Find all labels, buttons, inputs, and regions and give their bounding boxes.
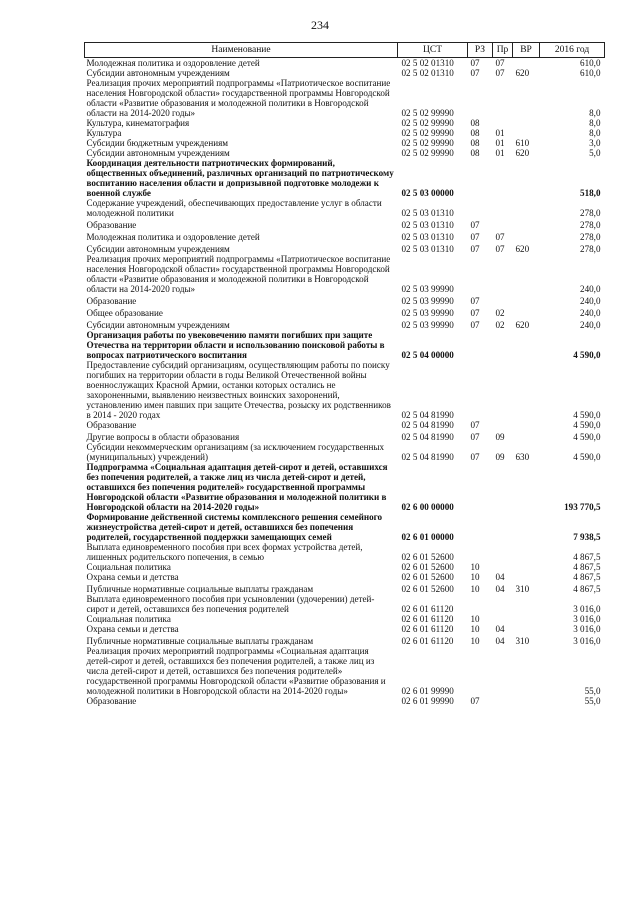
cell-vr — [513, 198, 540, 218]
table-row — [85, 128, 605, 138]
cell-pr: 04 — [495, 584, 505, 594]
cell-cst: 02 6 01 61120 — [401, 636, 454, 646]
cell-vr — [513, 294, 540, 306]
cell-vr: 310 — [515, 584, 530, 594]
header-cst: ЦСТ — [398, 43, 468, 58]
cell-rz: 07 — [470, 296, 480, 306]
table-row — [85, 306, 605, 318]
cell-cst: 02 6 01 61120 — [401, 624, 454, 634]
cell-pr — [493, 696, 513, 706]
table-row — [85, 430, 605, 442]
table-row — [85, 330, 605, 360]
cell-name: Субсидии автономным учреждениям — [86, 244, 230, 254]
cell-rz: 07 — [470, 420, 480, 430]
cell-name: Субсидии некоммерческим организациям (за исключением государственных (муниципальных) учреждений) — [86, 442, 385, 462]
cell-amount: 240,0 — [580, 296, 601, 306]
table-row — [85, 198, 605, 218]
cell-amount: 3 016,0 — [573, 624, 601, 634]
cell-name: Другие вопросы в области образования — [86, 432, 240, 442]
cell-pr — [493, 562, 513, 572]
cell-cst: 02 5 03 00000 — [401, 188, 454, 198]
table-row — [85, 442, 605, 462]
cell-pr — [493, 542, 513, 562]
cell-rz — [468, 360, 493, 420]
cell-name: Координация деятельности патриотических формирований, общественных объединений, различных организаций по патриотическому воспитанию населения области и допризывной подготовке молодежи к военной службе — [86, 158, 394, 198]
cell-pr — [493, 360, 513, 420]
cell-rz: 07 — [470, 432, 480, 442]
cell-pr — [493, 594, 513, 614]
cell-name: Организация работы по увековечению памяти погибших при защите Отечества на территории области и использованию поисковой работы в вопросах патриотического воспитания — [86, 330, 385, 360]
cell-name: Реализация прочих мероприятий подпрограммы «Социальная адаптация детей-сирот и детей, оставшихся без попечения родителей, а также лиц из числа детей-сирот и детей, оставшихся без попечения родителей» государственной программы Новгородской области «Развитие образования и молодежной политики в Новгородской области на 2014-2020 годы» — [86, 646, 386, 696]
cell-rz: 10 — [470, 572, 480, 582]
table-row — [85, 646, 605, 696]
cell-pr: 04 — [495, 636, 505, 646]
cell-cst: 02 6 01 00000 — [401, 532, 454, 542]
table-row — [85, 294, 605, 306]
cell-vr — [513, 360, 540, 420]
table-header-row — [85, 43, 605, 58]
cell-pr — [493, 198, 513, 218]
cell-rz: 10 — [470, 614, 480, 624]
cell-pr: 07 — [495, 232, 505, 242]
cell-pr — [493, 78, 513, 118]
cell-amount: 240,0 — [580, 320, 601, 330]
cell-cst: 02 5 02 01310 — [401, 68, 454, 78]
cell-pr: 01 — [495, 148, 505, 158]
cell-name: Социальная политика — [86, 614, 171, 624]
cell-pr: 04 — [495, 624, 505, 634]
table-row — [85, 634, 605, 646]
cell-rz: 07 — [470, 68, 480, 78]
table-row — [85, 318, 605, 330]
cell-rz: 08 — [470, 148, 480, 158]
cell-name: Общее образование — [86, 308, 163, 318]
cell-cst: 02 5 03 99990 — [401, 284, 454, 294]
cell-amount: 55,0 — [584, 696, 601, 706]
cell-rz: 08 — [470, 128, 480, 138]
cell-vr: 620 — [515, 68, 530, 78]
cell-vr — [513, 78, 540, 118]
cell-rz: 07 — [470, 232, 480, 242]
cell-pr: 02 — [495, 308, 505, 318]
cell-vr — [513, 128, 540, 138]
cell-vr — [513, 430, 540, 442]
cell-cst: 02 6 01 99990 — [401, 686, 454, 696]
cell-name: Публичные нормативные социальные выплаты гражданам — [86, 584, 314, 594]
cell-vr — [513, 158, 540, 198]
cell-vr — [513, 330, 540, 360]
cell-name: Формирование действенной системы комплексного решения семейного жизнеустройства детей-сирот и детей, оставшихся без попечения родителей, государственной поддержки замещающих семей — [86, 512, 383, 542]
cell-vr — [513, 118, 540, 128]
cell-amount: 3 016,0 — [573, 636, 601, 646]
cell-pr: 07 — [495, 244, 505, 254]
cell-amount: 4 590,0 — [573, 410, 601, 420]
cell-name: Выплата единовременного пособия при всех формах устройства детей, лишенных родительского попечения, в семью — [86, 542, 363, 562]
table-row — [85, 78, 605, 118]
table-row — [85, 254, 605, 294]
cell-rz: 07 — [470, 58, 480, 68]
cell-rz — [468, 542, 493, 562]
cell-name: Молодежная политика и оздоровление детей — [86, 232, 260, 242]
cell-pr: 09 — [495, 452, 505, 462]
cell-name: Субсидии автономным учреждениям — [86, 68, 230, 78]
cell-rz — [468, 78, 493, 118]
table-row — [85, 542, 605, 562]
cell-cst: 02 5 02 99990 — [401, 138, 454, 148]
cell-cst: 02 5 04 81990 — [401, 432, 454, 442]
cell-vr — [513, 646, 540, 696]
cell-pr: 01 — [495, 138, 505, 148]
cell-rz: 10 — [470, 584, 480, 594]
cell-cst: 02 6 01 52600 — [401, 584, 454, 594]
cell-vr — [513, 594, 540, 614]
table-body — [85, 58, 605, 707]
cell-cst: 02 5 02 99990 — [401, 118, 454, 128]
cell-amount: 3 016,0 — [573, 614, 601, 624]
table-row — [85, 68, 605, 78]
cell-amount: 55,0 — [584, 686, 601, 696]
cell-amount: 4 590,0 — [573, 452, 601, 462]
cell-amount: 610,0 — [580, 68, 601, 78]
cell-name: Молодежная политика и оздоровление детей — [86, 58, 260, 68]
cell-rz: 07 — [470, 320, 480, 330]
cell-amount: 240,0 — [580, 308, 601, 318]
cell-amount: 4 867,5 — [573, 552, 601, 562]
cell-name: Охрана семьи и детства — [86, 572, 179, 582]
table-row — [85, 118, 605, 128]
cell-rz: 07 — [470, 308, 480, 318]
cell-rz: 07 — [470, 696, 480, 706]
cell-vr — [513, 306, 540, 318]
cell-vr — [513, 542, 540, 562]
cell-amount: 278,0 — [580, 232, 601, 242]
cell-amount: 240,0 — [580, 284, 601, 294]
cell-cst: 02 5 02 99990 — [401, 108, 454, 118]
cell-pr — [493, 614, 513, 624]
cell-pr — [493, 512, 513, 542]
cell-pr: 01 — [495, 128, 505, 138]
cell-pr: 07 — [495, 58, 505, 68]
cell-cst: 02 5 03 01310 — [401, 232, 454, 242]
table-row — [85, 138, 605, 148]
cell-name: Субсидии бюджетным учреждениям — [86, 138, 229, 148]
cell-pr — [493, 254, 513, 294]
cell-amount: 5,0 — [589, 148, 601, 158]
cell-vr — [513, 420, 540, 430]
cell-amount: 7 938,5 — [573, 532, 601, 542]
cell-rz: 07 — [470, 244, 480, 254]
cell-vr — [513, 624, 540, 634]
cell-name: Культура, кинематография — [86, 118, 190, 128]
cell-amount: 8,0 — [589, 118, 601, 128]
cell-cst: 02 6 01 61120 — [401, 604, 454, 614]
table-row — [85, 562, 605, 572]
cell-cst: 02 5 02 99990 — [401, 128, 454, 138]
table-row — [85, 158, 605, 198]
cell-pr: 07 — [495, 68, 505, 78]
cell-vr — [513, 230, 540, 242]
cell-cst: 02 6 00 00000 — [401, 502, 454, 512]
cell-name: Субсидии автономным учреждениям — [86, 320, 230, 330]
cell-rz: 10 — [470, 562, 480, 572]
cell-amount: 3,0 — [589, 138, 601, 148]
cell-rz: 10 — [470, 624, 480, 634]
table-row — [85, 58, 605, 69]
cell-cst: 02 5 02 01310 — [401, 58, 454, 68]
cell-amount: 278,0 — [580, 244, 601, 254]
cell-cst: 02 5 03 01310 — [401, 244, 454, 254]
cell-name: Выплата единовременного пособия при усыновлении (удочерении) детей-сирот и детей, оставшихся без попечения родителей — [86, 594, 375, 614]
cell-pr: 02 — [495, 320, 505, 330]
cell-amount: 518,0 — [580, 188, 601, 198]
cell-vr: 610 — [515, 138, 530, 148]
cell-amount: 4 867,5 — [573, 562, 601, 572]
table-row — [85, 572, 605, 582]
cell-rz: 08 — [470, 118, 480, 128]
cell-cst: 02 5 03 99990 — [401, 320, 454, 330]
cell-rz — [468, 462, 493, 512]
cell-vr — [513, 462, 540, 512]
budget-table — [84, 42, 605, 706]
cell-vr — [513, 512, 540, 542]
cell-rz: 07 — [470, 452, 480, 462]
cell-pr — [493, 218, 513, 230]
header-pr: Пр — [493, 43, 513, 58]
cell-name: Реализация прочих мероприятий подпрограммы «Патриотическое воспитание населения Новгородской области» государственной программы Новгородской области «Развитие образования и молодежной политики в Новгородской области на 2014-2020 годы» — [86, 78, 391, 118]
cell-rz — [468, 594, 493, 614]
cell-vr — [513, 58, 540, 69]
table-row — [85, 614, 605, 624]
cell-name: Культура — [86, 128, 122, 138]
cell-amount: 4 590,0 — [573, 432, 601, 442]
cell-cst: 02 6 01 52600 — [401, 562, 454, 572]
cell-pr — [493, 158, 513, 198]
table-row — [85, 420, 605, 430]
table-row — [85, 696, 605, 706]
cell-amount: 193 770,5 — [564, 502, 601, 512]
cell-amount: 278,0 — [580, 220, 601, 230]
cell-vr: 620 — [515, 244, 530, 254]
cell-pr: 04 — [495, 572, 505, 582]
cell-cst: 02 6 01 99990 — [401, 696, 454, 706]
cell-name: Подпрограмма «Социальная адаптация детей-сирот и детей, оставшихся без попечения родителей, а также лиц из числа детей-сирот и детей, оставшихся без попечения родителей» государственной программы Новгородской области «Развитие образования и молодежной политики в Новгородской области на 2014-2020 годы» — [86, 462, 388, 512]
cell-pr — [493, 118, 513, 128]
cell-name: Образование — [86, 220, 137, 230]
cell-pr — [493, 462, 513, 512]
table-row — [85, 594, 605, 614]
cell-pr — [493, 330, 513, 360]
cell-name: Социальная политика — [86, 562, 171, 572]
table-row — [85, 624, 605, 634]
page-number: 234 — [311, 18, 329, 32]
cell-vr: 310 — [515, 636, 530, 646]
table-row — [85, 218, 605, 230]
cell-amount: 610,0 — [580, 58, 601, 68]
cell-vr: 620 — [515, 148, 530, 158]
cell-amount: 4 590,0 — [573, 350, 601, 360]
cell-vr — [513, 572, 540, 582]
cell-amount: 4 867,5 — [573, 572, 601, 582]
cell-pr — [493, 646, 513, 696]
table-row — [85, 242, 605, 254]
cell-amount: 8,0 — [589, 108, 601, 118]
cell-rz: 08 — [470, 138, 480, 148]
cell-rz — [468, 512, 493, 542]
cell-name: Предоставление субсидий организациям, осуществляющим работы по поиску погибших на территории области в годы Великой Отечественной войны военнослужащих Красной Армии, останки которых остались не захороненными, выявлению неизвестных воинских захоронений, установлению имен павших при защите Отечества, розыску их родственников в 2014 - 2020 годах — [86, 360, 391, 420]
header-name: Наименование — [85, 43, 398, 58]
cell-rz: 10 — [470, 636, 480, 646]
cell-rz — [468, 254, 493, 294]
cell-name: Образование — [86, 696, 137, 706]
cell-vr — [513, 696, 540, 706]
header-year: 2016 год — [540, 43, 605, 58]
cell-cst: 02 5 03 01310 — [401, 208, 454, 218]
cell-vr — [513, 562, 540, 572]
header-vr: ВР — [513, 43, 540, 58]
cell-pr: 09 — [495, 432, 505, 442]
cell-name: Публичные нормативные социальные выплаты гражданам — [86, 636, 314, 646]
cell-amount: 4 590,0 — [573, 420, 601, 430]
cell-cst: 02 5 04 00000 — [401, 350, 454, 360]
cell-cst: 02 5 03 01310 — [401, 220, 454, 230]
cell-name: Образование — [86, 420, 137, 430]
cell-cst: 02 5 04 81990 — [401, 410, 454, 420]
cell-cst: 02 5 04 81990 — [401, 452, 454, 462]
cell-cst: 02 6 01 61120 — [401, 614, 454, 624]
cell-amount: 278,0 — [580, 208, 601, 218]
cell-cst: 02 5 03 99990 — [401, 296, 454, 306]
cell-rz — [468, 330, 493, 360]
cell-vr — [513, 614, 540, 624]
cell-amount: 4 867,5 — [573, 584, 601, 594]
cell-name: Охрана семьи и детства — [86, 624, 179, 634]
cell-pr — [493, 420, 513, 430]
table-row — [85, 582, 605, 594]
cell-rz — [468, 646, 493, 696]
cell-pr — [493, 294, 513, 306]
cell-name: Субсидии автономным учреждениям — [86, 148, 230, 158]
cell-cst: 02 5 04 81990 — [401, 420, 454, 430]
cell-amount: 3 016,0 — [573, 604, 601, 614]
cell-rz — [468, 198, 493, 218]
cell-amount: 8,0 — [589, 128, 601, 138]
cell-vr: 630 — [515, 452, 530, 462]
header-rz: РЗ — [468, 43, 493, 58]
cell-name: Реализация прочих мероприятий подпрограммы «Патриотическое воспитание населения Новгородской области» государственной программы Новгородской области «Развитие образования и молодежной политики в Новгородской области на 2014-2020 годы» — [86, 254, 391, 294]
table-row — [85, 230, 605, 242]
table-row — [85, 148, 605, 158]
table-row — [85, 462, 605, 512]
cell-vr — [513, 254, 540, 294]
cell-vr: 620 — [515, 320, 530, 330]
table-row — [85, 360, 605, 420]
cell-rz: 07 — [470, 220, 480, 230]
cell-name: Содержание учреждений, обеспечивающих предоставление услуг в области молодежной политики — [86, 198, 382, 218]
table-row — [85, 512, 605, 542]
cell-cst: 02 6 01 52600 — [401, 572, 454, 582]
cell-name: Образование — [86, 296, 137, 306]
cell-vr — [513, 218, 540, 230]
cell-cst: 02 5 03 99990 — [401, 308, 454, 318]
cell-cst: 02 6 01 52600 — [401, 552, 454, 562]
cell-rz — [468, 158, 493, 198]
cell-cst: 02 5 02 99990 — [401, 148, 454, 158]
